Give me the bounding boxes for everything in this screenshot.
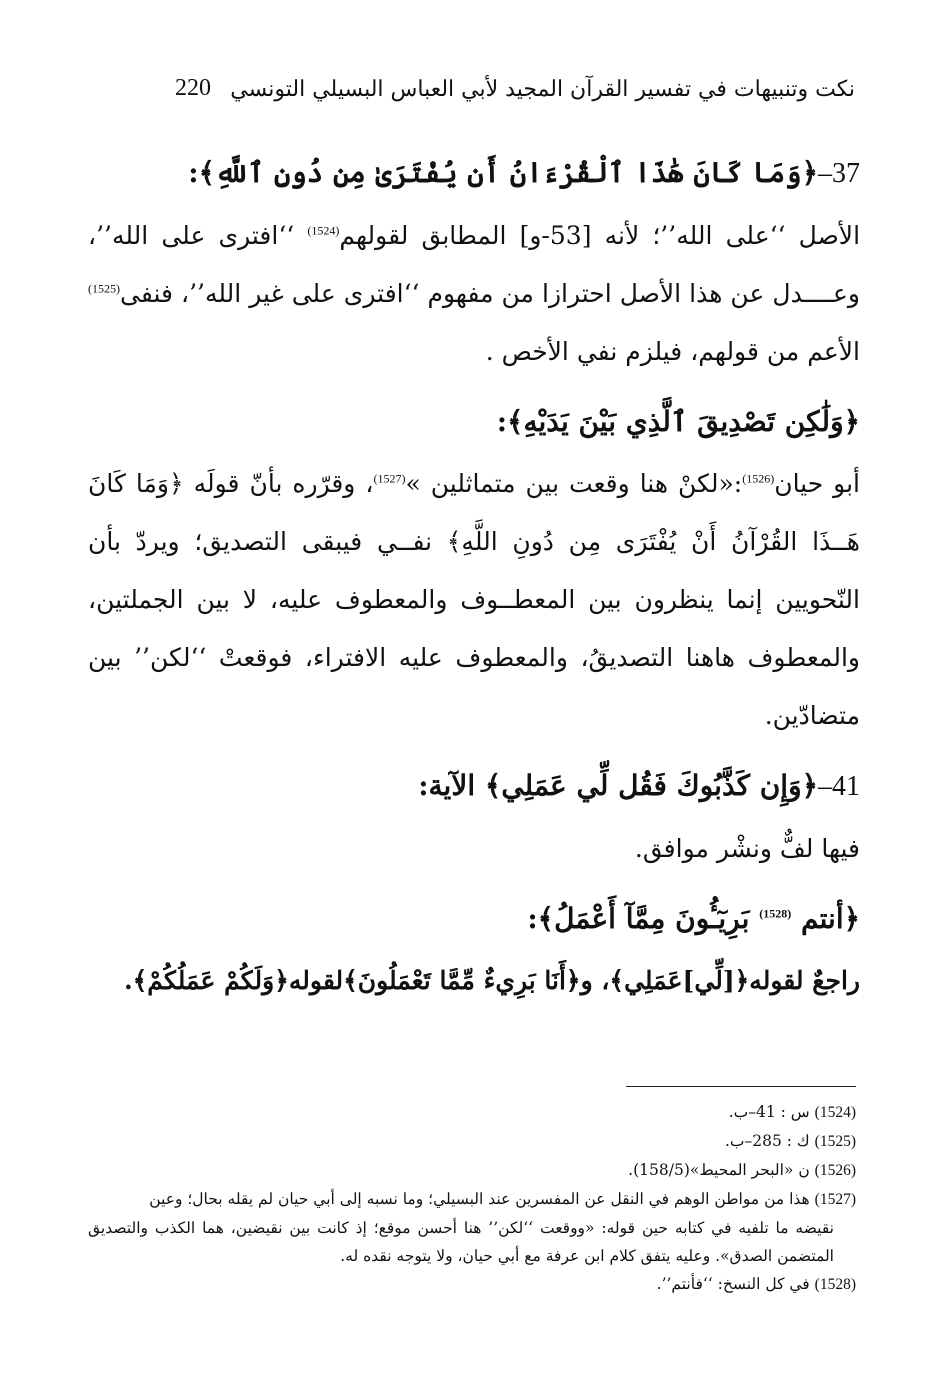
footnote-text: ك : 285–ب. xyxy=(724,1132,810,1150)
footnote-1527 xyxy=(88,1185,856,1214)
commentary-paragraph xyxy=(88,207,860,381)
running-header xyxy=(175,60,855,102)
footnote-text: هذا من مواطن الوهم في النقل عن المفسرين عند البسيلي؛ وما نسبه إلى أبي حيان لم يقله بحال؛ وعين xyxy=(149,1190,810,1208)
text-run: الأصل ‘‘على الله’’؛ لأنه [53-ﻭ] المطابق لقولهم xyxy=(339,221,861,250)
footnote-number: (1528) xyxy=(814,1276,856,1293)
running-title: نكت وتنبيهات في تفسير القرآن المجيد لأبي العباس البسيلي التونسي xyxy=(230,77,855,102)
verse-number: 41– xyxy=(818,771,860,802)
commentary-paragraph: راجعٌ لقوله﴿[لِّي]عَمَلِي﴾، و﴿أَنَا بَرِيءٌ مِّمَّا تَعْمَلُونَ﴾لقوله﴿وَلَكُمْ عَمَلُكُمْ﴾. xyxy=(123,966,860,995)
verse-number: 37– xyxy=(818,158,860,189)
verse-heading-41b xyxy=(88,886,860,952)
footnote-ref: (1525) xyxy=(88,281,120,296)
text-run: :«لكنْ هنا وقعت بين متماثلين » xyxy=(405,469,743,498)
footnote-number: (1527) xyxy=(814,1191,856,1208)
footnotes xyxy=(88,1098,856,1299)
verse-text: ﴿أنتم xyxy=(800,902,860,935)
footnote-1526 xyxy=(88,1156,856,1185)
footnote-divider xyxy=(626,1086,856,1087)
text-run: ‘‘افترى على الله’’، وعــــدل عن هذا الأصل احترازا من مفهوم ‘‘افترى على غير الله’’، فنفى xyxy=(88,221,860,308)
verse-text: بَرِيٓـُٔونَ مِمَّآ أَعْمَلُ﴾: xyxy=(527,902,750,935)
text-run: أبو حيان xyxy=(774,469,860,498)
text-run: ، وقرّره بأنّ قولَه ﴿وَمَا كَانَ هَــذَا القُرْآنُ أَنْ يُفْتَرَى مِن دُونِ اللَّهِ﴾ نفــي فيبقى التصديق؛ ويردّ بأن النّحويين إنما ينظرون بين المعطــوف والمعطوف عليه، لا بين الجملتين، والمعطوف هاهنا التصديقُ، والمعطوف عليه الافتراء، فوقعتْ ‘‘لكن’’ بين متضادّين. xyxy=(88,469,860,730)
footnote-1524 xyxy=(88,1098,856,1127)
verse-heading-37 xyxy=(88,140,860,207)
footnote-text: س : 41–ب. xyxy=(728,1103,810,1121)
verse-text: ﴿وَلَٰكِن تَصْدِيقَ ٱلَّذِي بَيْنَ يَدَيْهِ﴾: xyxy=(496,405,860,438)
verse-text: ﴿وَإِن كَذَّبُوكَ فَقُل لِّي عَمَلِي﴾ xyxy=(484,769,818,802)
footnote-number: (1525) xyxy=(814,1133,856,1150)
footnote-text: في كل النسخ: ‘‘فأنتم’’. xyxy=(656,1275,810,1293)
page-number: 220 xyxy=(175,75,211,101)
footnote-ref: (1524) xyxy=(307,223,340,238)
commentary-paragraph: فيها لفٌّ ونشْر موافق. xyxy=(634,834,860,863)
footnote-1525 xyxy=(88,1127,856,1156)
verse-heading-37b xyxy=(88,389,860,455)
text-run: الأعم من قولهم، فيلزم نفي الأخص . xyxy=(485,337,860,366)
verse-text: ﴿وَمَا كَانَ هَٰذَا ٱلْقُرْءَانُ أَن يُفْتَرَىٰ مِن دُونِ ٱللَّهِ﴾: xyxy=(188,156,818,189)
footnote-1527-continued: نقيضه ما تلفيه في كتابه حين قوله: «ووقعت ‘‘لكن’’ هنا أحسن موقع؛ إذ كانت بين نقيضين، هما الكذب والتصديق المتضمن الصدق». وعليه يتفق كلام ابن عرفة مع أبي حيان، ولا يتوجه نقده له. xyxy=(88,1219,834,1265)
footnote-number: (1526) xyxy=(814,1162,856,1179)
main-text xyxy=(88,140,860,1010)
verse-heading-41 xyxy=(88,753,860,820)
footnote-text: ن «البحر المحيط»(158/5). xyxy=(628,1161,810,1179)
footnote-ref: (1528) xyxy=(759,906,792,921)
commentary-paragraph xyxy=(88,455,860,745)
footnote-ref: (1526) xyxy=(742,471,775,486)
footnote-number: (1524) xyxy=(814,1104,856,1121)
footnote-ref: (1527) xyxy=(373,471,406,486)
footnote-1528 xyxy=(88,1270,856,1299)
verse-tail: الآية: xyxy=(418,769,485,802)
